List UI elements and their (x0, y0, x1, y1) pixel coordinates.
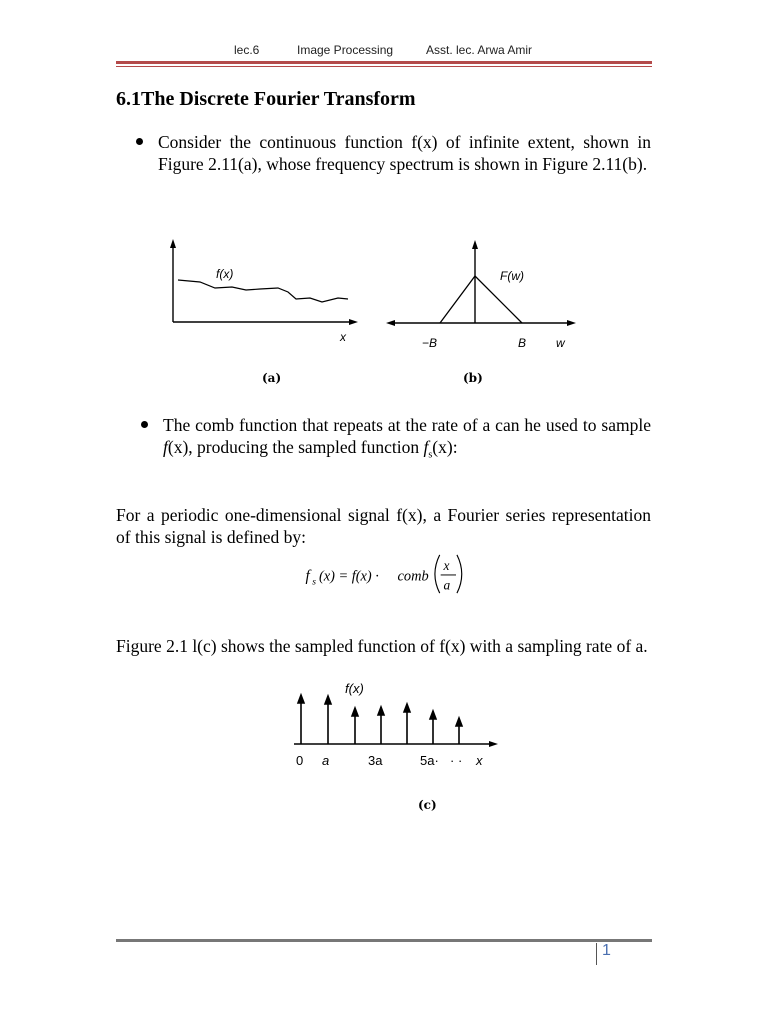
figure-c-tick-0: 0 (296, 753, 304, 768)
figure-b-frequency-spectrum (386, 236, 586, 356)
bullet-item-continuous-function (158, 131, 651, 175)
bullet-text-part1: The comb function that repeats at the rate of a can he used to sample (163, 415, 651, 435)
figure-c-tick-a: a (322, 753, 330, 768)
formula-denominator: a (443, 577, 451, 593)
bullet-text-part3: (x): (432, 437, 458, 457)
bullet-dot-icon (136, 138, 143, 145)
figure-c-sampled-signal (288, 676, 500, 772)
formula-lhs-arg: (x) = f(x) · (318, 568, 379, 585)
header-rule-thin (116, 66, 652, 67)
section-title: 6.1The Discrete Fourier Transform (116, 88, 416, 110)
figure-c-function-label: f(x) (345, 681, 364, 696)
header-course: Image Processing (297, 43, 394, 57)
figure-a-caption: (a) (262, 371, 282, 385)
figure-a-continuous-signal (160, 236, 370, 348)
formula-comb: comb (397, 568, 429, 585)
figure-a-function-label: f(x) (216, 267, 234, 281)
figure-c-axis-label: x (476, 753, 483, 768)
bullet-item-comb-function (163, 414, 651, 467)
formula-lhs: f (305, 567, 310, 585)
header-rule (116, 61, 652, 64)
header-author: Asst. lec. Arwa Amir (426, 43, 533, 57)
figure-b-caption: (b) (463, 371, 483, 385)
bullet-dot-icon (141, 421, 148, 428)
bullet-text-part2: (x), producing the sampled function (167, 437, 424, 457)
bullet-text: Consider the continuous function f(x) of infinite extent, shown in Figure 2.11(a), whose frequency spectrum is shown in Figure 2.11(b). (158, 132, 651, 174)
figure-b-function-label: F(w) (500, 269, 524, 283)
figure-a-axis-label: x (340, 330, 346, 344)
formula-lhs-subscript: s (312, 576, 316, 588)
figure-c-caption: (c) (418, 798, 437, 812)
sampling-formula (302, 551, 472, 597)
bullet-fs-italic: f (423, 437, 429, 457)
footer-rule (116, 939, 652, 942)
header-lecture: lec.6 (234, 43, 260, 57)
figure-c-tick-3a: 3a (368, 753, 383, 768)
figure-b-pos-band: B (518, 336, 527, 350)
figure-c-ellipsis: · · (450, 753, 463, 768)
paragraph-sampled-function: Figure 2.1 l(c) shows the sampled function of f(x) with a sampling rate of a. (116, 636, 648, 656)
footer-page-divider (596, 943, 597, 965)
formula-numerator: x (443, 558, 450, 574)
bullet-fs-subscript: s (428, 449, 433, 461)
figure-c-tick-5a: 5a· (420, 753, 439, 768)
bullet-fx-italic: f (163, 437, 168, 457)
page-number: 1 (602, 942, 611, 959)
figure-b-neg-band: −B (422, 336, 438, 350)
figure-b-axis-label: w (556, 336, 565, 350)
paragraph-fourier-series: For a periodic one-dimensional signal f(x), a Fourier series representation of this signal is defined by: (116, 505, 651, 547)
